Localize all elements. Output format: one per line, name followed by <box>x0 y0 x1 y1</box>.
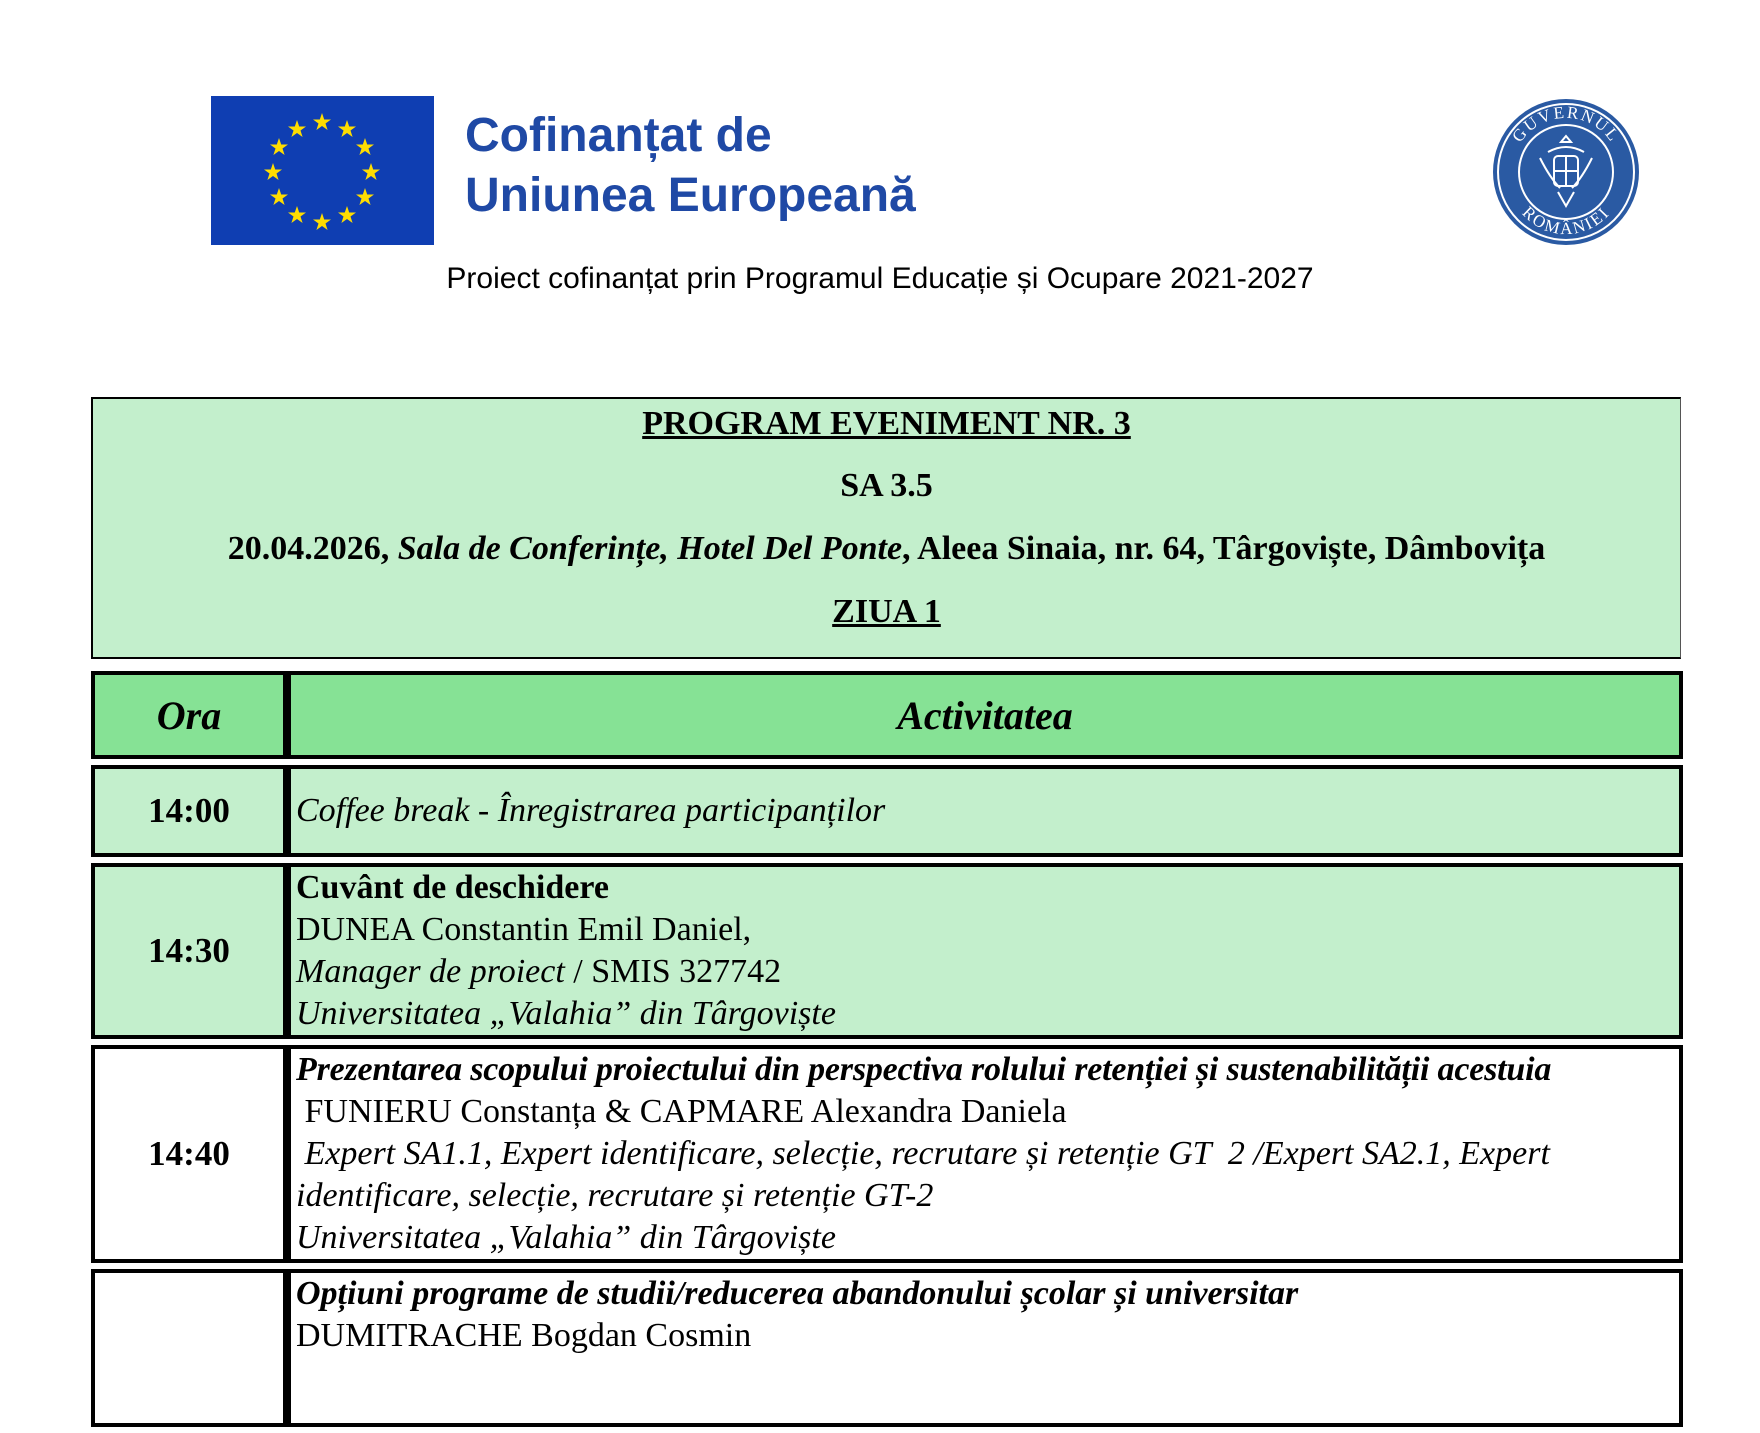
eu-line-1: Cofinanțat de <box>465 109 772 162</box>
eu-flag-logo <box>211 96 434 245</box>
project-subtitle: Proiect cofinanțat prin Programul Educație și Ocupare 2021-2027 <box>446 262 1314 295</box>
row-time <box>91 1269 287 1427</box>
seal-top-text: GUVERNUL <box>1508 102 1624 146</box>
column-header-activity: Activitatea <box>287 671 1683 759</box>
speaker-role: Expert SA1.1, Expert identificare, selecție, recrutare și retenție GT 2 /Expert SA2.1, Expert identificare, selecție, recrutare și retenție GT-2 <box>296 1135 1559 1214</box>
organization: Universitatea „Valahia” din Târgoviște <box>296 995 836 1032</box>
activity-title: Cuvânt de deschidere <box>296 869 609 906</box>
event-title: PROGRAM EVENIMENT NR. 3 <box>642 405 1131 442</box>
eu-stars-icon <box>211 96 434 245</box>
speaker-role: Manager de proiect <box>296 953 565 990</box>
row-activity <box>287 863 1683 1039</box>
row-time: 14:30 <box>91 863 287 1039</box>
event-code: SA 3.5 <box>840 467 933 504</box>
row-activity: Coffee break - Înregistrarea participanților <box>287 765 1683 857</box>
row-time: 14:00 <box>91 765 287 857</box>
event-location-line <box>93 530 1680 568</box>
seal-bottom-text: ROMÂNIEI <box>1518 202 1614 239</box>
row-activity <box>287 1045 1683 1263</box>
government-seal-logo <box>1490 96 1642 248</box>
coat-of-arms-icon <box>1490 96 1642 248</box>
project-code: / SMIS 327742 <box>564 953 782 990</box>
event-header-box <box>91 397 1681 659</box>
program-table <box>91 665 1683 1433</box>
table-row <box>91 765 1683 857</box>
activity-title: Opțiuni programe de studii/reducerea abandonului școlar și universitar <box>296 1275 1299 1312</box>
table-row <box>91 1045 1683 1263</box>
column-header-time: Ora <box>91 671 287 759</box>
eu-cofinancing-label <box>465 106 916 226</box>
eu-line-2: Uniunea Europeană <box>465 169 916 222</box>
event-day: ZIUA 1 <box>832 593 941 630</box>
speaker-name: DUMITRACHE Bogdan Cosmin <box>296 1317 752 1354</box>
event-date: 20.04.2026, <box>227 530 390 567</box>
speaker-name: DUNEA Constantin Emil Daniel, <box>296 911 752 948</box>
table-header-row <box>91 671 1683 759</box>
table-row <box>91 1269 1683 1427</box>
event-venue: Sala de Conferințe, Hotel Del Ponte <box>397 530 903 567</box>
event-address: , Aleea Sinaia, nr. 64, Târgoviște, Dâmbovița <box>902 530 1546 567</box>
organization: Universitatea „Valahia” din Târgoviște <box>296 1219 836 1256</box>
row-time: 14:40 <box>91 1045 287 1263</box>
row-activity <box>287 1269 1683 1427</box>
speaker-name: FUNIERU Constanța & CAPMARE Alexandra Daniela <box>296 1093 1067 1130</box>
table-row <box>91 863 1683 1039</box>
activity-title: Prezentarea scopului proiectului din perspectiva rolului retenției și sustenabilității acestuia <box>296 1051 1552 1088</box>
